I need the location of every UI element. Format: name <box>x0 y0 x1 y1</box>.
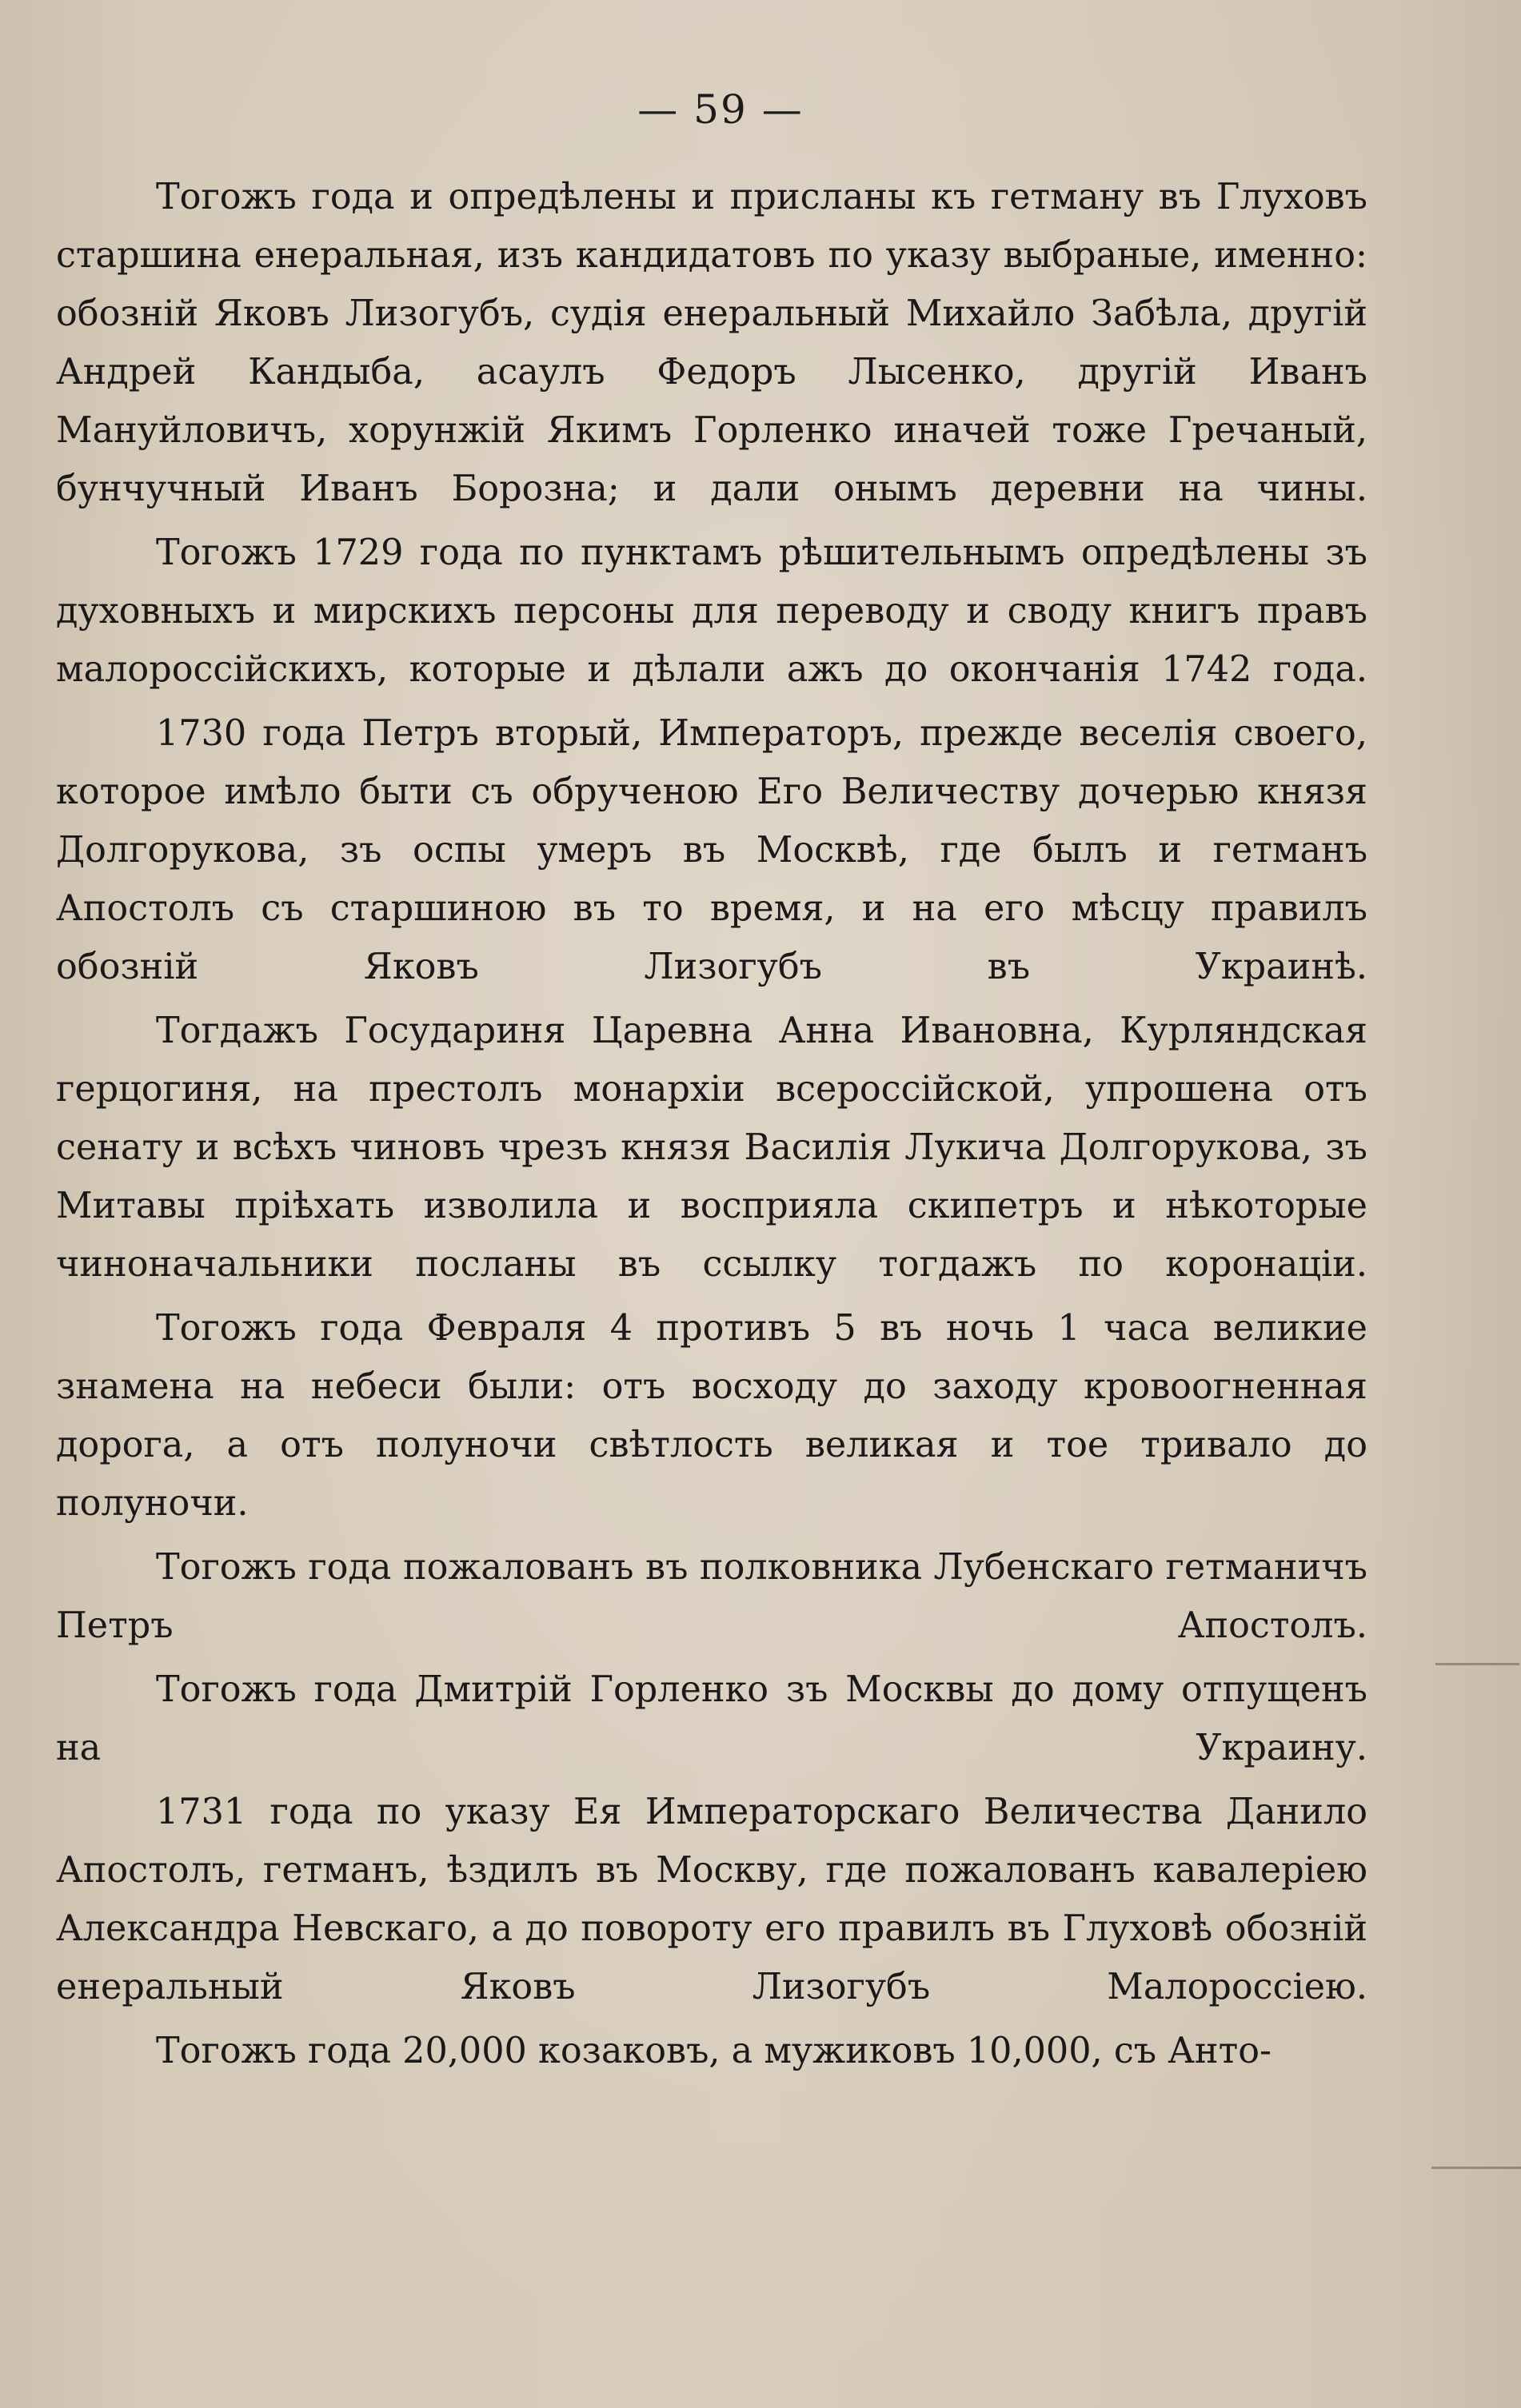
body-text <box>56 168 1367 2080</box>
paragraph: Тогожъ года и опредѣлены и присланы къ гетману въ Глуховъ старшина енеральная, изъ кандидатовъ по указу выбраные, именно: обозній Яковъ Лизогубъ, судія енеральный Михайло Забѣла, другій Андрей Кандыба, асаулъ Федоръ Лысенко, другій Иванъ Мануйловичъ, хорунжій Якимъ Горленко иначей тоже Гречаный, бунчучный Иванъ Борозна; и дали онымъ деревни на чины. <box>56 177 1367 509</box>
paragraph: Тогожъ года Дмитрій Горленко зъ Москвы до дому отпущенъ на Украину. <box>56 1669 1367 1768</box>
paragraph: Тогдажъ Государиня Царевна Анна Ивановна, Курляндская герцогиня, на престолъ монархіи всероссійской, упрошена отъ сенату и всѣхъ чиновъ чрезъ князя Василія Лукича Долгорукова, зъ Митавы пріѣхать изволила и восприяла скипетръ и нѣкоторые чиноначальники посланы въ ссылку тогдажъ по коронаціи. <box>56 1011 1367 1285</box>
page-number: — 59 — <box>637 86 804 133</box>
paragraph: Тогожъ 1729 года по пунктамъ рѣшительнымъ опредѣлены зъ духовныхъ и мирскихъ персоны для переводу и своду книгъ правъ малороссійскихъ, которые и дѣлали ажъ до окончанія 1742 года. <box>56 532 1367 690</box>
paragraph: Тогожъ года 20,000 козаковъ, а мужиковъ 10,000, съ Анто- <box>156 2031 1272 2071</box>
page-edge-mark-upper <box>1435 1663 1519 1665</box>
paragraph: Тогожъ года пожалованъ въ полковника Лубенскаго гетманичъ Петръ Апостолъ. <box>56 1547 1367 1646</box>
paragraph: 1730 года Петръ вторый, Императоръ, прежде веселія своего, которое имѣло быти съ обрученою Его Величеству дочерью князя Долгорукова, зъ оспы умеръ въ Москвѣ, где былъ и гетманъ Апостолъ съ старшиною въ то время, и на его мѣсцу правилъ обозній Яковъ Лизогубъ въ Украинѣ. <box>56 713 1367 987</box>
page-edge-mark-lower <box>1431 2167 1521 2169</box>
paragraph: Тогожъ года Февраля 4 противъ 5 въ ночь 1 часа великие знамена на небеси были: отъ восходу до заходу кровоогненная дорога, а отъ полуночи свѣтлость великая и тое тривало до полуночи. <box>56 1308 1367 1524</box>
paragraph: 1731 года по указу Ея Императорскаго Величества Данило Апостолъ, гетманъ, ѣздилъ въ Москву, где пожалованъ кавалеріею Александра Невскаго, а до повороту его правилъ въ Глуховѣ обозній енеральный Яковъ Лизогубъ Малороссіею. <box>56 1792 1367 2007</box>
